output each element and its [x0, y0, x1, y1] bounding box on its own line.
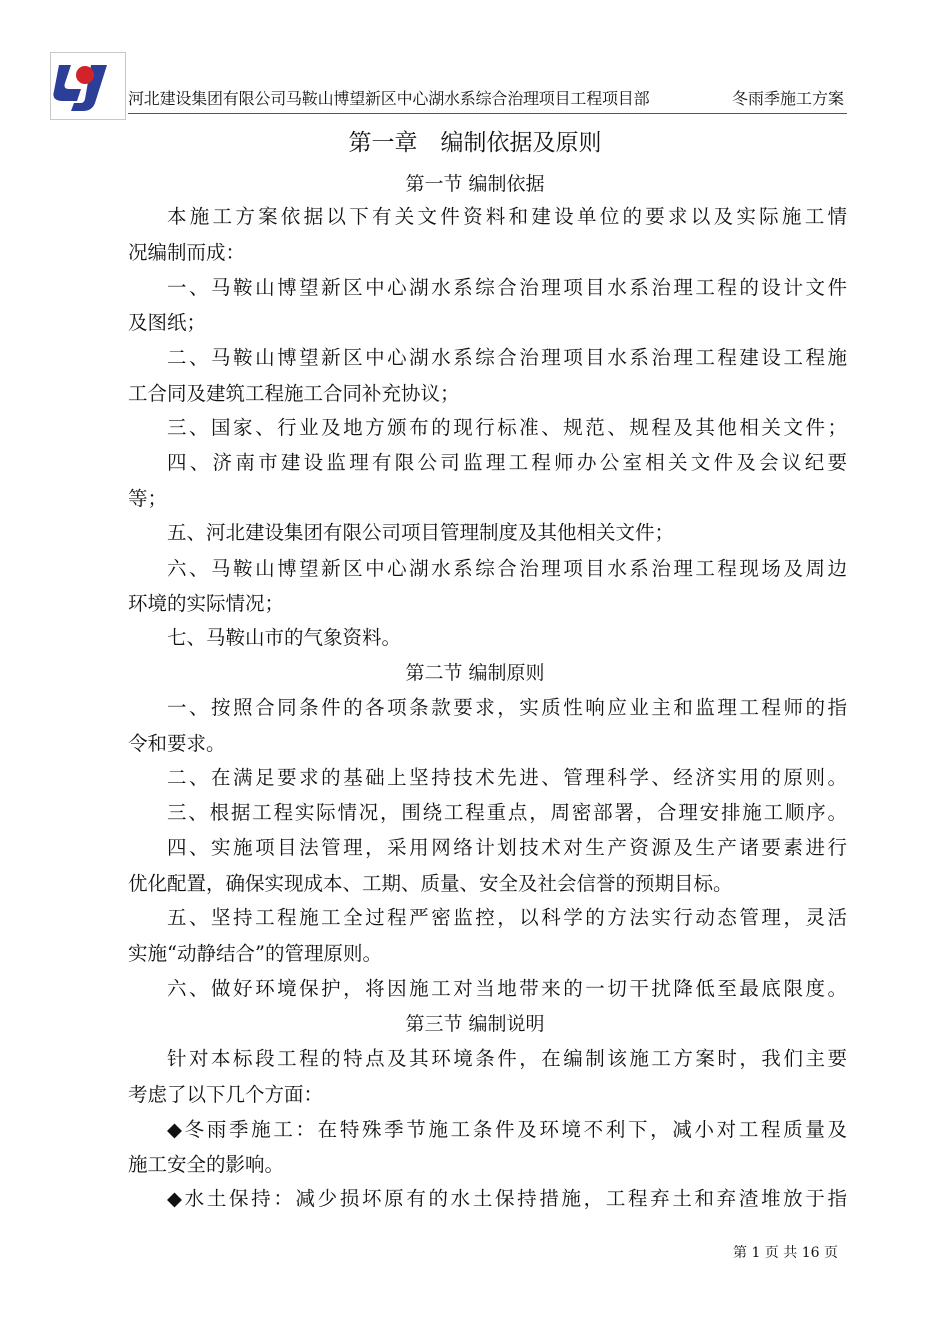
section-title: 第二节 编制原则: [405, 662, 545, 684]
body-line: 工合同及建筑工程施工合同补充协议；: [128, 382, 460, 405]
body-line: ◆冬雨季施工：在特殊季节施工条件及环境不利下，减小对工程质量及: [167, 1118, 847, 1141]
body-line: ◆水土保持：减少损坏原有的水土保持措施，工程弃土和弃渣堆放于指: [167, 1187, 847, 1210]
company-logo-icon: [51, 53, 125, 119]
body-line: 考虑了以下几个方面：: [128, 1083, 324, 1106]
body-line: 二、在满足要求的基础上坚持技术先进、管理科学、经济实用的原则。: [167, 766, 847, 789]
body-line: 四、济南市建设监理有限公司监理工程师办公室相关文件及会议纪要: [167, 451, 847, 474]
body-line: 令和要求。: [128, 732, 226, 755]
body-line: 施工安全的影响。: [128, 1153, 285, 1176]
body-line: 一、马鞍山博望新区中心湖水系综合治理项目水系治理工程的设计文件: [167, 276, 847, 299]
company-logo: [50, 52, 126, 120]
body-line: 实施“动静结合”的管理原则。: [128, 942, 382, 965]
body-line: 三、国家、行业及地方颁布的现行标准、规范、规程及其他相关文件；: [167, 416, 847, 439]
chapter-title: 第一章 编制依据及原则: [348, 130, 602, 156]
body-line: 四、实施项目法管理，采用网络计划技术对生产资源及生产诸要素进行: [167, 836, 847, 859]
body-line: 及图纸；: [128, 311, 207, 334]
body-line: 三、根据工程实际情况，围绕工程重点，周密部署，合理安排施工顺序。: [167, 801, 847, 824]
body-line: 六、做好环境保护，将因施工对当地带来的一切干扰降低至最底限度。: [167, 977, 847, 1000]
section-title: 第三节 编制说明: [405, 1013, 545, 1035]
body-line: 环境的实际情况；: [128, 592, 285, 615]
body-line: 五、河北建设集团有限公司项目管理制度及其他相关文件；: [167, 521, 675, 544]
body-line: 五、坚持工程施工全过程严密监控，以科学的方法实行动态管理，灵活: [167, 906, 847, 929]
body-line: 六、马鞍山博望新区中心湖水系综合治理项目水系治理工程现场及周边: [167, 557, 847, 580]
section-title: 第一节 编制依据: [405, 173, 545, 195]
header-divider: [128, 113, 847, 114]
body-line: 本施工方案依据以下有关文件资料和建设单位的要求以及实际施工情: [167, 205, 847, 228]
header-document-type: 冬雨季施工方案: [732, 89, 845, 108]
header-project-name: 河北建设集团有限公司马鞍山博望新区中心湖水系综合治理项目工程项目部: [128, 89, 650, 108]
body-line: 优化配置，确保实现成本、工期、质量、安全及社会信誉的预期目标。: [128, 872, 733, 895]
page-number: 第 1 页 共 16 页: [733, 1245, 838, 1261]
body-line: 等；: [128, 487, 168, 510]
body-line: 况编制而成：: [128, 241, 246, 264]
body-line: 七、马鞍山市的气象资料。: [167, 626, 402, 649]
body-line: 针对本标段工程的特点及其环境条件，在编制该施工方案时，我们主要: [167, 1047, 847, 1070]
body-line: 一、按照合同条件的各项条款要求，实质性响应业主和监理工程师的指: [167, 696, 847, 719]
body-line: 二、马鞍山博望新区中心湖水系综合治理项目水系治理工程建设工程施: [167, 346, 847, 369]
